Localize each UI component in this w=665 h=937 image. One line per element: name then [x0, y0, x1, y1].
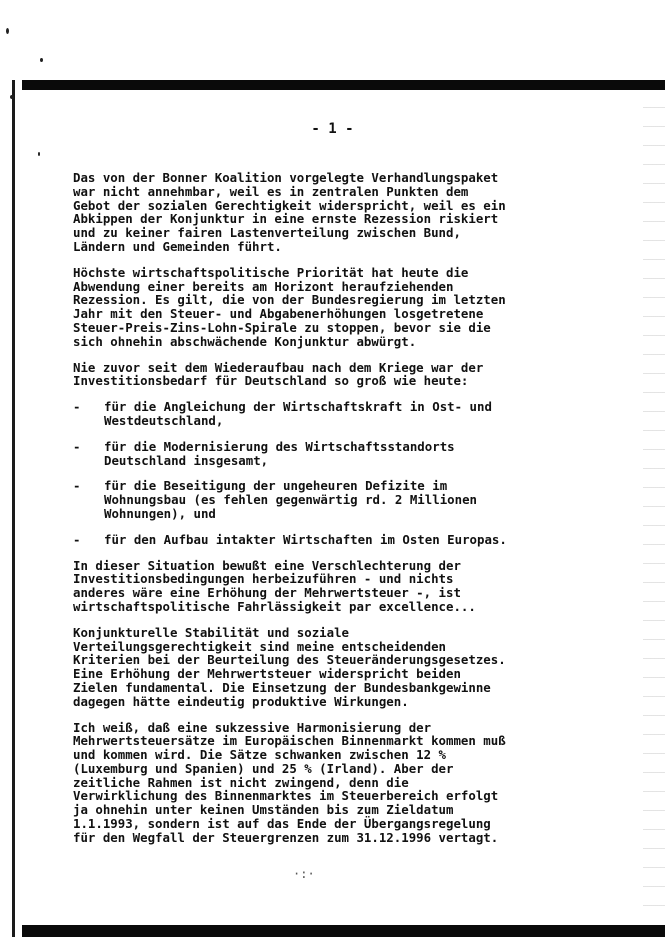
scan-speck — [40, 58, 43, 62]
paragraph: Höchste wirtschaftspolitische Priorität hat heute die Abwendung einer bereits am Horizont heraufziehenden Rezession. Es gilt, die von der Bundesregierung im letzten Jahr mit den Steuer- und Abgabenerhöhungen losgetretene Steuer-Preis-Zins-Lohn-Spirale zu stoppen, bevor sie die sich ohnehin abschwächende Konjunktur abwürgt. — [73, 264, 506, 349]
list-bullet: - — [73, 399, 81, 415]
paragraph: Nie zuvor seit dem Wiederaufbau nach dem Kriege war der Investitionsbedarf für Deutschland so groß wie heute: — [73, 359, 484, 389]
page-number: - 1 - — [311, 121, 354, 137]
scan-speck — [38, 152, 40, 156]
list-item — [73, 533, 633, 547]
list-bullet: - — [73, 438, 81, 454]
list-item-text: für die Modernisierung des Wirtschaftsstandorts Deutschland insgesamt, — [104, 438, 455, 468]
list-bullet: - — [73, 478, 81, 494]
list-item-text: für den Aufbau intakter Wirtschaften im Osten Europas. — [104, 531, 507, 547]
list-item — [73, 479, 633, 520]
paragraph: In dieser Situation bewußt eine Verschlechterung der Investitionsbedingungen herbeizuführen - und nichts anderes wäre eine Erhöhung der Mehrwertsteuer -, ist wirtschaftspolitische Fahrlässigkeit par excellence... — [73, 557, 476, 614]
scan-smudge-mark: ·:· — [293, 867, 315, 881]
list-item — [73, 440, 633, 468]
list-item — [73, 400, 633, 428]
list-item-text: für die Beseitigung der ungeheuren Defizite im Wohnungsbau (es fehlen gegenwärtig rd. 2 Millionen Wohnungen), und — [104, 478, 477, 521]
scan-border-left — [12, 80, 15, 937]
scan-speck — [6, 28, 9, 34]
scan-noise-right — [643, 100, 665, 920]
paragraph: Das von der Bonner Koalition vorgelegte Verhandlungspaket war nicht annehmbar, weil es in zentralen Punkten dem Gebot der sozialen Gerechtigkeit widerspricht, weil es ein Abkippen der Konjunktur in eine ernste Rezession riskiert und zu keiner fairen Lastenverteilung zwischen Bund, Ländern und Gemeinden führt. — [73, 170, 506, 254]
list-bullet: - — [73, 531, 81, 547]
document-body — [73, 171, 633, 857]
scan-border-bottom — [22, 925, 665, 937]
list-item-text: für die Angleichung der Wirtschaftskraft in Ost- und Westdeutschland, — [104, 399, 492, 428]
paragraph: Konjunkturelle Stabilität und soziale Verteilungsgerechtigkeit sind meine entscheidenden Kriterien bei der Beurteilung des Steueränderungsgesetzes. Eine Erhöhung der Mehrwertsteuer widerspricht beiden Zielen fundamental. Die Einsetzung der Bundesbankgewinne dagegen hätte eindeutig produktive Wirkungen. — [73, 624, 506, 709]
scan-speck — [10, 95, 14, 99]
paragraph: Ich weiß, daß eine sukzessive Harmonisierung der Mehrwertsteuersätze im Europäischen Binnenmarkt kommen muß und kommen wird. Die Sätze schwanken zwischen 12 % (Luxemburg und Spanien) und 25 % (Irland). Aber der zeitliche Rahmen ist nicht zwingend, denn die Verwirklichung des Binnenmarktes im Steuerbereich erfolgt ja ohnehin unter keinen Umständen bis zum Zieldatum 1.1.1993, sondern ist auf das Ende der Übergangsregelung für den Wegfall der Steuergrenzen zum 31.12.1996 vertagt. — [73, 719, 506, 845]
scan-border-top — [22, 80, 665, 90]
